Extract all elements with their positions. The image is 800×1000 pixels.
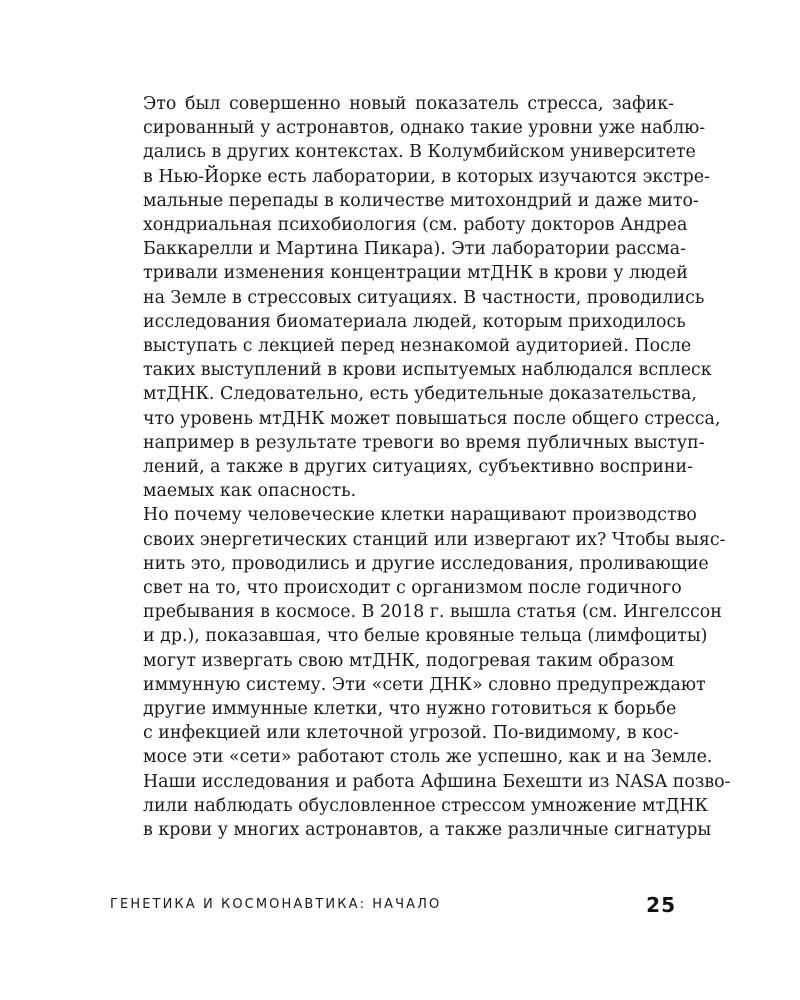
text-line: в Нью-Йорке есть лаборатории, в которых изучаются экстре- <box>143 166 710 187</box>
text-line: хондриальная психобиология (см. работу докторов Андреа <box>143 215 688 236</box>
text-line: тривали изменения концентрации мтДНК в крови у людей <box>143 263 688 284</box>
text-line: Это был совершенно новый показатель стресса, зафик- <box>143 94 674 114</box>
text-line: и др.), показавшая, что белые кровяные тельца (лимфоциты) <box>143 626 708 647</box>
text-line: мосе эти «сети» работают столь же успешно, как и на Земле. <box>143 747 713 768</box>
text-line: нить это, проводились и другие исследования, проливающие <box>143 553 709 574</box>
text-line: иммунную систему. Эти «сети ДНК» словно предупреждают <box>143 674 706 695</box>
text-line: что уровень мтДНК может повышаться после общего стресса, <box>143 408 721 429</box>
paragraph-2 <box>110 503 731 842</box>
text-line: на Земле в стрессовых ситуациях. В частности, проводились <box>143 287 705 308</box>
text-line: сированный у астронавтов, однако такие уровни уже наблю- <box>143 118 706 139</box>
text-line: мальные перепады в количестве митохондрий и даже мито- <box>143 190 699 211</box>
paragraph-1 <box>110 92 721 503</box>
text-line: Наши исследования и работа Афшина Бехешти из NASA позво- <box>143 771 731 792</box>
text-line: дались в других контекстах. В Колумбийском университете <box>143 142 696 163</box>
text-line: с инфекцией или клеточной угрозой. По-видимому, в кос- <box>143 723 679 744</box>
page-footer <box>110 895 676 917</box>
text-line: Баккарелли и Мартина Пикара). Эти лаборатории рассма- <box>143 239 686 260</box>
page-number: 25 <box>646 893 676 917</box>
text-line: мтДНК. Следовательно, есть убедительные доказательства, <box>143 384 697 405</box>
text-line: другие иммунные клетки, что нужно готовиться к борьбе <box>143 699 677 720</box>
text-line: выступать с лекцией перед незнакомой аудиторией. После <box>143 336 692 357</box>
text-line: таких выступлений в крови испытуемых наблюдался всплеск <box>143 360 712 381</box>
text-line: лили наблюдать обусловленное стрессом умножение мтДНК <box>143 795 708 816</box>
page-body <box>110 92 731 842</box>
running-head: ГЕНЕТИКА И КОСМОНАВТИКА: НАЧАЛО <box>110 897 442 912</box>
text-line: пребывания в космосе. В 2018 г. вышла статья (см. Ингелссон <box>143 602 722 623</box>
text-line: маемых как опасность. <box>143 481 357 502</box>
text-line: исследования биоматериала людей, которым приходилось <box>143 311 686 332</box>
text-line: могут извергать свою мтДНК, подогревая таким образом <box>143 650 674 671</box>
text-line: лений, а также в других ситуациях, субъективно восприни- <box>143 457 693 478</box>
text-line: своих энергетических станций или извергают их? Чтобы выяс- <box>143 529 726 550</box>
text-line: Но почему человеческие клетки наращивают производство <box>143 505 697 526</box>
text-line: свет на то, что происходит с организмом после годичного <box>143 578 682 599</box>
text-line: например в результате тревоги во время публичных выступ- <box>143 432 705 453</box>
text-line: в крови у многих астронавтов, а также различные сигнатуры <box>143 820 712 841</box>
